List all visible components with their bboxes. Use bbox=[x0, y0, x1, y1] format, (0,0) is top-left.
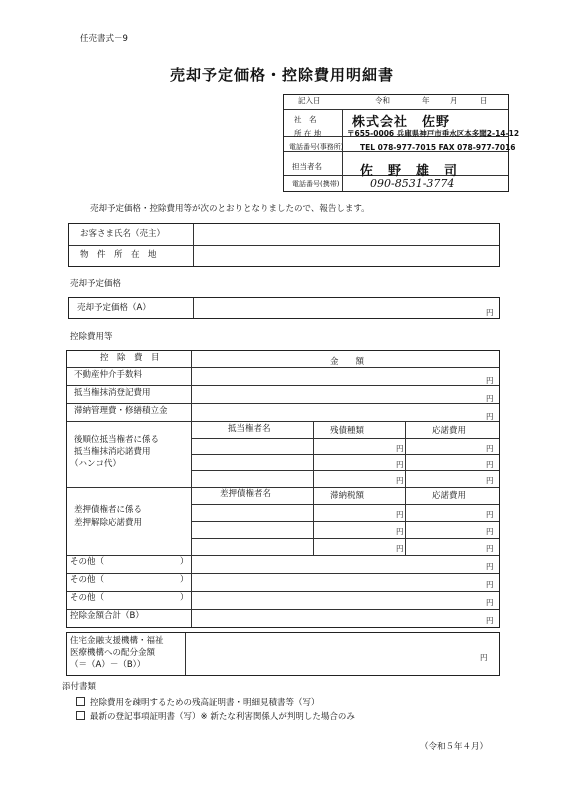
mortgage-unit-b3: 円 bbox=[486, 476, 494, 485]
seizure-unit-a2: 円 bbox=[396, 527, 404, 536]
sale-heading: 売却予定価格 bbox=[70, 279, 122, 289]
other-label-2: その他（ bbox=[70, 575, 105, 585]
seizure-col-name: 差押債権者名 bbox=[220, 489, 272, 499]
mortgage-label-3: （ハンコ代） bbox=[70, 459, 122, 469]
seizure-label-1: 差押債権者に係る bbox=[74, 505, 143, 515]
unit-brokerage: 円 bbox=[486, 376, 494, 385]
intro-text: 売却予定価格・控除費用等が次のとおりとなりましたので、報告します。 bbox=[90, 204, 370, 214]
mortgage-unit-a2: 円 bbox=[396, 460, 404, 469]
seizure-label-2: 差押解除応諾費用 bbox=[74, 518, 143, 528]
col-amount-header: 金 額 bbox=[330, 357, 365, 367]
attachments-heading: 添付書類 bbox=[62, 682, 97, 692]
seizure-unit-b3: 円 bbox=[486, 544, 494, 553]
total-deduction-unit: 円 bbox=[486, 616, 494, 625]
office-phone-label: 電話番号(事務所) bbox=[289, 143, 344, 151]
distribution-unit: 円 bbox=[480, 653, 488, 662]
mortgage-unit-b1: 円 bbox=[486, 444, 494, 453]
customer-name-label: お客さま氏名（売主） bbox=[80, 229, 166, 239]
other-unit-3: 円 bbox=[486, 598, 494, 607]
row-unpaid-management: 滞納管理費・修繕積立金 bbox=[74, 406, 168, 416]
other-unit-1: 円 bbox=[486, 562, 494, 571]
mortgage-label-2: 抵当権抹消応諾費用 bbox=[74, 447, 151, 457]
other-close-1: ） bbox=[180, 557, 189, 567]
mortgage-col-type: 残債種類 bbox=[330, 426, 365, 436]
other-unit-2: 円 bbox=[486, 580, 494, 589]
date-month: 月 bbox=[450, 96, 458, 105]
distribution-label-1: 住宅金融支援機構・福祉 bbox=[70, 636, 164, 646]
mortgage-unit-b2: 円 bbox=[486, 460, 494, 469]
other-close-2: ） bbox=[180, 575, 189, 585]
date-era: 令和 bbox=[375, 96, 390, 105]
seizure-unit-a1: 円 bbox=[396, 510, 404, 519]
address-value: 〒655-0006 兵庫県神戸市垂水区本多聞2-14-12 bbox=[347, 129, 520, 138]
person-label: 担当者名 bbox=[292, 162, 322, 171]
mortgage-col-fee: 応諾費用 bbox=[432, 426, 467, 436]
date-year: 年 bbox=[422, 96, 430, 105]
sale-price-label: 売却予定価格（A） bbox=[77, 303, 151, 313]
footer-date: （令和５年４月） bbox=[420, 742, 489, 752]
distribution-label-3: （＝（A）－（B）） bbox=[70, 660, 146, 670]
unit-unpaid-management: 円 bbox=[486, 412, 494, 421]
date-day: 日 bbox=[480, 96, 488, 105]
other-close-3: ） bbox=[180, 593, 189, 603]
attachment-text-1: 控除費用を疎明するための残高証明書・明細見積書等（写） bbox=[90, 698, 320, 708]
mobile-value: 090-8531-3774 bbox=[370, 177, 455, 190]
company-label: 社 名 bbox=[294, 115, 317, 124]
form-id: 任売書式－9 bbox=[80, 34, 128, 44]
distribution-label-2: 医療機構への配分金額 bbox=[70, 648, 156, 658]
person-name: 佐 野 雄 司 bbox=[360, 164, 459, 179]
other-label-3: その他（ bbox=[70, 593, 105, 603]
row-brokerage-fee: 不動産仲介手数料 bbox=[74, 370, 143, 380]
seizure-unit-a3: 円 bbox=[396, 544, 404, 553]
property-location-label: 物 件 所 在 地 bbox=[80, 250, 157, 260]
mortgage-unit-a3: 円 bbox=[396, 476, 404, 485]
attachment-item-2 bbox=[76, 711, 355, 722]
seizure-col-fee: 応諾費用 bbox=[432, 491, 467, 501]
deduction-heading: 控除費用等 bbox=[70, 332, 113, 342]
date-label: 記入日 bbox=[298, 96, 321, 105]
seizure-col-type: 滞納税額 bbox=[330, 491, 365, 501]
attachment-text-2: 最新の登記事項証明書（写）※ 新たな利害関係人が判明した場合のみ bbox=[90, 712, 355, 722]
unit-mortgage-cancel: 円 bbox=[486, 394, 494, 403]
other-label-1: その他（ bbox=[70, 557, 105, 567]
row-mortgage-cancel-reg: 抵当権抹消登記費用 bbox=[74, 388, 151, 398]
address-label: 所 在 地 bbox=[294, 129, 322, 138]
company-name: 株式会社 佐野 bbox=[352, 115, 451, 130]
office-phone-value: TEL 078-977-7015 FAX 078-977-7016 bbox=[360, 143, 516, 152]
mortgage-col-name: 抵当権者名 bbox=[228, 424, 271, 434]
col-item-header: 控 除 費 目 bbox=[100, 353, 160, 363]
seizure-unit-b2: 円 bbox=[486, 527, 494, 536]
sale-price-unit: 円 bbox=[486, 308, 494, 317]
mobile-label: 電話番号(携帯) bbox=[292, 180, 340, 188]
mortgage-unit-a1: 円 bbox=[396, 444, 404, 453]
seizure-unit-b1: 円 bbox=[486, 510, 494, 519]
checkbox-2[interactable] bbox=[76, 711, 85, 720]
attachment-item-1 bbox=[76, 697, 320, 708]
mortgage-label-1: 後順位抵当権者に係る bbox=[74, 435, 160, 445]
total-deduction-label: 控除金額合計（B） bbox=[70, 611, 144, 621]
checkbox-1[interactable] bbox=[76, 697, 85, 706]
page-title: 売却予定価格・控除費用明細書 bbox=[170, 66, 395, 84]
